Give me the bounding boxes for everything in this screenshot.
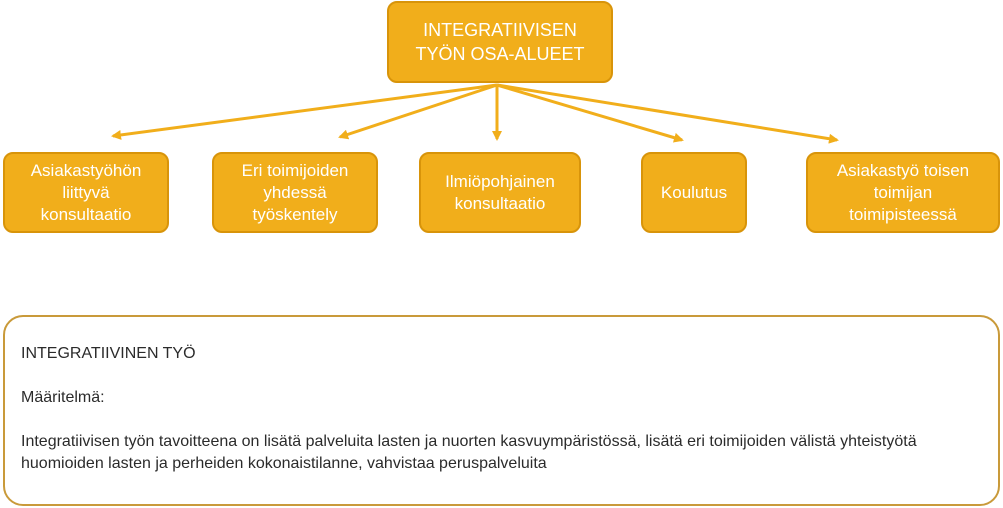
child-node-asiakastyo-toisen: Asiakastyö toisen toimijan toimipisteessä xyxy=(806,152,1000,233)
arrow-to-child-1 xyxy=(340,85,497,137)
definition-heading: INTEGRATIIVINEN TYÖ xyxy=(21,345,196,362)
child-node-ilmiopohjainen: Ilmiöpohjainen konsultaatio xyxy=(419,152,581,233)
arrow-to-child-0 xyxy=(113,85,497,136)
arrow-to-child-4 xyxy=(497,85,837,140)
definition-box xyxy=(3,315,1000,506)
child-node-koulutus: Koulutus xyxy=(641,152,747,233)
arrow-to-child-3 xyxy=(497,85,682,140)
child-node-asiakastyohon: Asiakastyöhön liittyvä konsultaatio xyxy=(3,152,169,233)
root-node: INTEGRATIIVISEN TYÖN OSA-ALUEET xyxy=(387,1,613,83)
definition-subheading: Määritelmä: xyxy=(21,389,105,406)
child-node-eri-toimijoiden: Eri toimijoiden yhdessä työskentely xyxy=(212,152,378,233)
definition-text: Integratiivisen työn tavoitteena on lisätä palveluita lasten ja nuorten kasvuympäristössä, lisätä eri toimijoiden välistä yhteistyötä huomioiden lasten ja perheiden kokonaistilanne, vahvistaa peruspalveluita xyxy=(21,433,917,472)
